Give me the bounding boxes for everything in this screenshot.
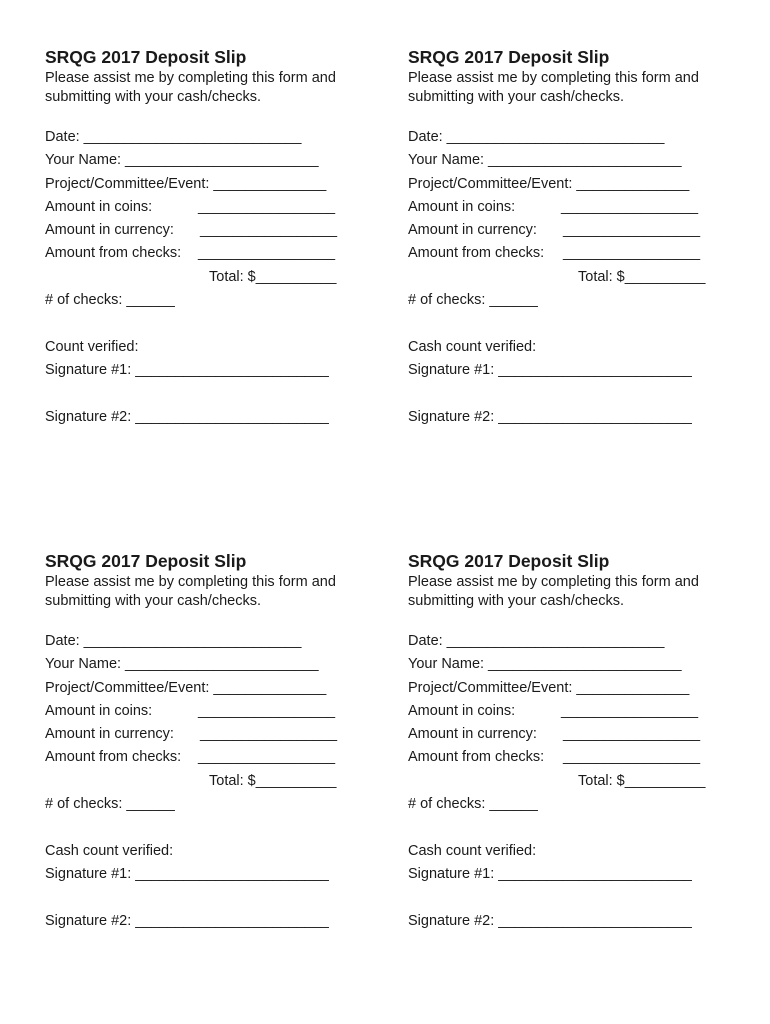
instructions-line-1: Please assist me by completing this form and — [408, 70, 699, 86]
amount-checks-field[interactable]: _________________ — [198, 749, 336, 766]
number-of-checks-field[interactable]: # of checks: ______ — [408, 796, 538, 813]
amount-checks-label: Amount from checks: — [45, 749, 182, 766]
cash-count-verified-label: Cash count verified: — [45, 842, 174, 859]
slip-instructions — [45, 573, 365, 611]
deposit-slip-top-right — [408, 47, 728, 429]
slip-instructions — [408, 573, 728, 611]
your-name-field[interactable]: Your Name: ________________________ — [408, 152, 682, 169]
slip-title: SRQG 2017 Deposit Slip — [408, 47, 610, 67]
amount-currency-label: Amount in currency: — [408, 222, 537, 239]
date-field[interactable]: Date: ___________________________ — [45, 129, 302, 145]
amount-coins-field[interactable]: _________________ — [198, 198, 336, 215]
deposit-slip-top-left — [45, 47, 365, 429]
deposit-slip-bottom-left — [45, 551, 365, 933]
signature-1-field[interactable]: Signature #1: ________________________ — [45, 865, 329, 882]
amount-coins-label: Amount in coins: — [45, 702, 153, 719]
amount-coins-field[interactable]: _________________ — [561, 702, 699, 719]
instructions-line-1: Please assist me by completing this form and — [408, 574, 699, 590]
amount-coins-field[interactable]: _________________ — [198, 702, 336, 719]
instructions-line-2: submitting with your cash/checks. — [45, 593, 261, 609]
your-name-field[interactable]: Your Name: ________________________ — [45, 656, 319, 673]
amount-currency-field[interactable]: _________________ — [563, 726, 701, 743]
slip-instructions — [45, 69, 365, 107]
signature-2-field[interactable]: Signature #2: ________________________ — [408, 408, 692, 425]
slip-title: SRQG 2017 Deposit Slip — [45, 551, 247, 571]
amount-coins-label: Amount in coins: — [408, 198, 516, 215]
slip-instructions — [408, 69, 728, 107]
number-of-checks-field[interactable]: # of checks: ______ — [45, 796, 175, 813]
amount-currency-field[interactable]: _________________ — [200, 222, 338, 239]
signature-2-field[interactable]: Signature #2: ________________________ — [408, 912, 692, 929]
amount-checks-field[interactable]: _________________ — [563, 245, 701, 262]
amount-currency-field[interactable]: _________________ — [200, 726, 338, 743]
amount-currency-label: Amount in currency: — [45, 222, 174, 239]
amount-currency-field[interactable]: _________________ — [563, 222, 701, 239]
date-field[interactable]: Date: ___________________________ — [408, 633, 665, 649]
instructions-line-2: submitting with your cash/checks. — [408, 593, 624, 609]
project-committee-event-field[interactable]: Project/Committee/Event: ______________ — [45, 679, 327, 696]
cash-count-verified-label: Cash count verified: — [408, 338, 537, 355]
total-field[interactable]: Total: $__________ — [578, 268, 706, 285]
project-committee-event-field[interactable]: Project/Committee/Event: ______________ — [408, 175, 690, 192]
number-of-checks-field[interactable]: # of checks: ______ — [408, 292, 538, 309]
total-field[interactable]: Total: $__________ — [578, 772, 706, 789]
amount-coins-label: Amount in coins: — [45, 198, 153, 215]
amount-checks-label: Amount from checks: — [45, 245, 182, 262]
amount-checks-field[interactable]: _________________ — [563, 749, 701, 766]
total-field[interactable]: Total: $__________ — [209, 268, 337, 285]
signature-2-field[interactable]: Signature #2: ________________________ — [45, 408, 329, 425]
amount-coins-field[interactable]: _________________ — [561, 198, 699, 215]
amount-checks-field[interactable]: _________________ — [198, 245, 336, 262]
instructions-line-2: submitting with your cash/checks. — [45, 89, 261, 105]
instructions-line-1: Please assist me by completing this form and — [45, 574, 336, 590]
your-name-field[interactable]: Your Name: ________________________ — [408, 656, 682, 673]
date-field[interactable]: Date: ___________________________ — [45, 633, 302, 649]
signature-2-field[interactable]: Signature #2: ________________________ — [45, 912, 329, 929]
amount-currency-label: Amount in currency: — [408, 726, 537, 743]
amount-checks-label: Amount from checks: — [408, 749, 545, 766]
slip-title: SRQG 2017 Deposit Slip — [45, 47, 247, 67]
count-verified-label: Count verified: — [45, 338, 139, 355]
amount-coins-label: Amount in coins: — [408, 702, 516, 719]
date-field[interactable]: Date: ___________________________ — [408, 129, 665, 145]
amount-checks-label: Amount from checks: — [408, 245, 545, 262]
project-committee-event-field[interactable]: Project/Committee/Event: ______________ — [45, 175, 327, 192]
cash-count-verified-label: Cash count verified: — [408, 842, 537, 859]
slip-title: SRQG 2017 Deposit Slip — [408, 551, 610, 571]
signature-1-field[interactable]: Signature #1: ________________________ — [45, 361, 329, 378]
instructions-line-1: Please assist me by completing this form and — [45, 70, 336, 86]
signature-1-field[interactable]: Signature #1: ________________________ — [408, 361, 692, 378]
signature-1-field[interactable]: Signature #1: ________________________ — [408, 865, 692, 882]
amount-currency-label: Amount in currency: — [45, 726, 174, 743]
number-of-checks-field[interactable]: # of checks: ______ — [45, 292, 175, 309]
deposit-slip-bottom-right — [408, 551, 728, 933]
instructions-line-2: submitting with your cash/checks. — [408, 89, 624, 105]
total-field[interactable]: Total: $__________ — [209, 772, 337, 789]
project-committee-event-field[interactable]: Project/Committee/Event: ______________ — [408, 679, 690, 696]
your-name-field[interactable]: Your Name: ________________________ — [45, 152, 319, 169]
